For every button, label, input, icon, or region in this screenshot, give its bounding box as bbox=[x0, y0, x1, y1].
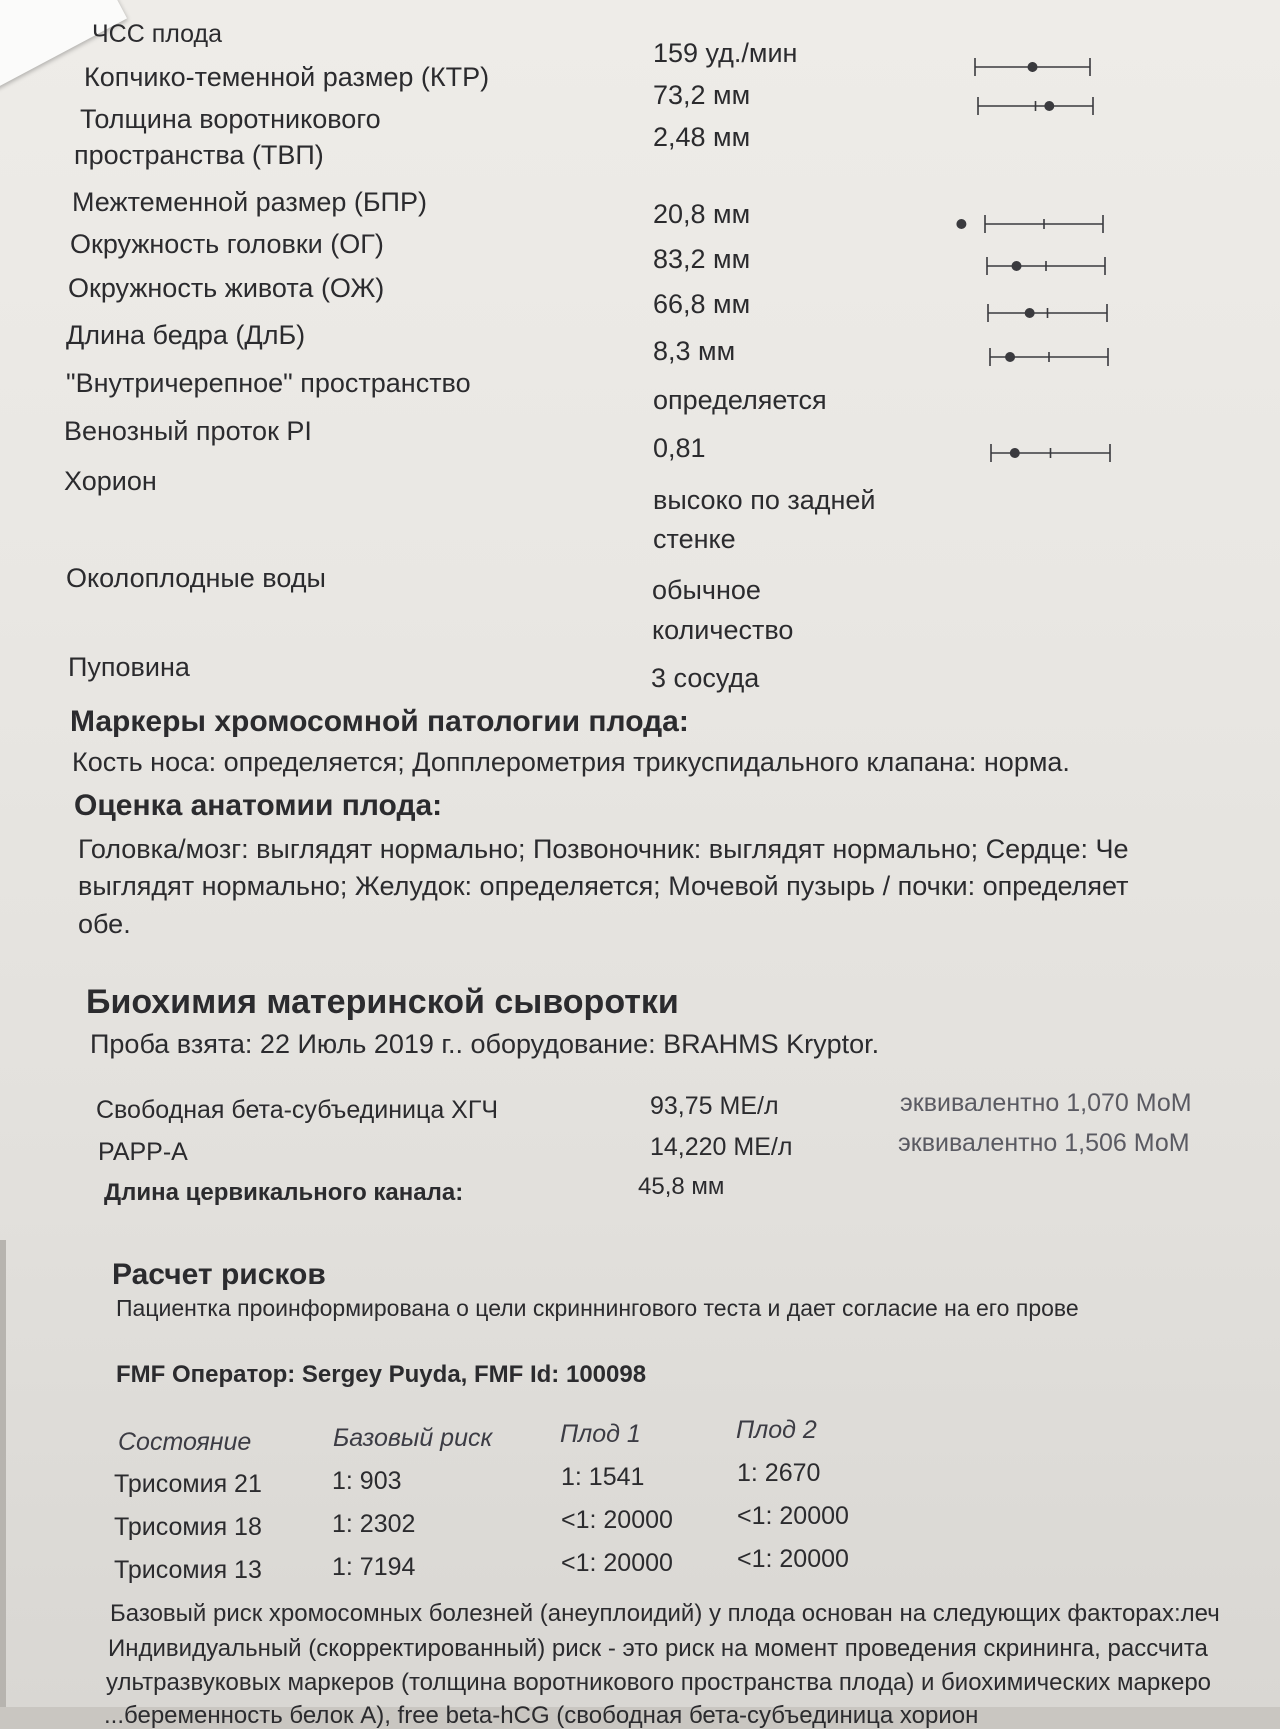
range-whisker bbox=[987, 257, 1105, 275]
measurement-value: 0,81 bbox=[653, 433, 706, 463]
risk-cell: 1: 2670 bbox=[737, 1459, 821, 1487]
cervix-label: Длина цервикального канала: bbox=[104, 1179, 464, 1206]
measurement-dot bbox=[1044, 101, 1054, 111]
risk-cell: 1: 903 bbox=[332, 1467, 402, 1495]
measurement-label: Толщина воротникового bbox=[80, 104, 381, 134]
range-whisker bbox=[990, 348, 1108, 366]
risk-table-header: Состояние bbox=[118, 1428, 252, 1456]
section-heading-markers: Маркеры хромосомной патологии плода: bbox=[70, 705, 689, 738]
risk-cell: Трисомия 13 bbox=[114, 1556, 262, 1584]
measurement-value: 20,8 мм bbox=[653, 199, 751, 229]
biochem-value: 93,75 МЕ/л bbox=[650, 1092, 779, 1120]
measurement-label: Копчико-теменной размер (КТР) bbox=[84, 62, 490, 92]
range-whisker bbox=[988, 304, 1107, 322]
risk-cell: <1: 20000 bbox=[561, 1549, 673, 1577]
measurement-dot bbox=[956, 219, 966, 229]
risk-table-header: Плод 1 bbox=[560, 1420, 641, 1448]
risk-cell: Трисомия 21 bbox=[114, 1470, 262, 1498]
measurement-value: 2,48 мм bbox=[653, 122, 751, 152]
measurement-label: Хорион bbox=[64, 466, 157, 496]
range-whisker bbox=[978, 97, 1093, 115]
measurement-dot bbox=[1005, 352, 1015, 362]
paper-edge-shadow bbox=[0, 1240, 6, 1707]
biochem-label: PAPP-A bbox=[98, 1138, 188, 1166]
measurement-value: обычное bbox=[652, 575, 761, 605]
markers-text: Кость носа: определяется; Допплерометрия трикуспидального клапана: норма. bbox=[72, 747, 1070, 777]
footer-line: ...беременность белок А), free beta-hCG (свободная бета-субъединица хорион bbox=[104, 1702, 979, 1729]
measurement-value: 73,2 мм bbox=[653, 80, 751, 110]
measurement-dot bbox=[1012, 261, 1022, 271]
cervix-value: 45,8 мм bbox=[638, 1173, 725, 1200]
measurement-label: ЧСС плода bbox=[92, 20, 222, 48]
biochem-label: Свободная бета-субъединица ХГЧ bbox=[96, 1096, 499, 1124]
measurement-label: Околоплодные воды bbox=[66, 563, 326, 593]
range-whisker bbox=[991, 444, 1110, 462]
risk-cell: Трисомия 18 bbox=[114, 1513, 262, 1541]
biochem-sample: Проба взята: 22 Июль 2019 г.. оборудование: BRAHMS Kryptor. bbox=[90, 1029, 880, 1059]
measurement-dot bbox=[1028, 62, 1038, 72]
section-heading-anatomy: Оценка анатомии плода: bbox=[74, 789, 443, 822]
measurement-dot bbox=[1010, 448, 1020, 458]
risk-cell: <1: 20000 bbox=[737, 1545, 849, 1573]
measurement-value: определяется bbox=[653, 385, 827, 415]
anatomy-line: Головка/мозг: выглядят нормально; Позвоночник: выглядят нормально; Сердце: Че bbox=[78, 834, 1129, 864]
range-whisker bbox=[956, 215, 1103, 233]
anatomy-line: выглядят нормально; Желудок: определяется; Мочевой пузырь / почки: определяет bbox=[78, 871, 1129, 901]
measurement-dot bbox=[1025, 308, 1035, 318]
risk-cell: 1: 2302 bbox=[332, 1510, 416, 1538]
measurement-label: Окружность головки (ОГ) bbox=[70, 229, 384, 259]
measurement-label: Пуповина bbox=[68, 652, 190, 682]
fmf-operator: FMF Оператор: Sergey Puyda, FMF Id: 100098 bbox=[116, 1361, 647, 1388]
footer-line: ультразвуковых маркеров (толщина воротникового пространства плода) и биохимических маркеро bbox=[106, 1669, 1212, 1696]
risk-cell: <1: 20000 bbox=[561, 1506, 673, 1534]
measurement-label: "Внутричерепное" пространство bbox=[66, 368, 471, 398]
footer-line: Индивидуальный (скорректированный) риск - это риск на момент проведения скрининга, рассчита bbox=[108, 1635, 1208, 1662]
measurement-value-line2: стенке bbox=[653, 524, 736, 554]
risk-cell: <1: 20000 bbox=[737, 1502, 849, 1530]
risk-cell: 1: 1541 bbox=[561, 1463, 645, 1491]
risk-table-header: Плод 2 bbox=[736, 1416, 817, 1444]
measurement-value: 3 сосуда bbox=[651, 663, 760, 693]
biochem-mom: эквивалентно 1,070 МоМ bbox=[900, 1089, 1192, 1117]
section-heading-risks: Расчет рисков bbox=[112, 1258, 326, 1291]
section-heading-biochem: Биохимия материнской сыворотки bbox=[86, 983, 679, 1021]
range-whisker bbox=[975, 58, 1090, 76]
measurement-value-line2: количество bbox=[652, 615, 794, 645]
measurement-label: Длина бедра (ДлБ) bbox=[66, 320, 306, 350]
measurement-value: 83,2 мм bbox=[653, 244, 751, 274]
risks-consent: Пациентка проинформирована о цели скриннингового теста и дает согласие на его прове bbox=[116, 1295, 1079, 1321]
measurement-label: Межтеменной размер (БПР) bbox=[72, 187, 427, 217]
measurement-value: высоко по задней bbox=[653, 485, 876, 515]
risk-cell: 1: 7194 bbox=[332, 1553, 416, 1581]
anatomy-line: обе. bbox=[78, 909, 131, 939]
footer-line: Базовый риск хромосомных болезней (анеуплоидий) у плода основан на следующих факторах:леч bbox=[110, 1600, 1220, 1627]
measurement-label: Венозный проток PI bbox=[64, 416, 312, 446]
measurement-label-line2: пространства (ТВП) bbox=[74, 140, 324, 170]
biochem-mom: эквивалентно 1,506 МоМ bbox=[898, 1129, 1190, 1157]
measurement-value: 159 уд./мин bbox=[653, 38, 798, 68]
measurement-label: Окружность живота (ОЖ) bbox=[68, 273, 385, 303]
risk-table-header: Базовый риск bbox=[333, 1424, 493, 1452]
measurement-value: 66,8 мм bbox=[653, 289, 751, 319]
biochem-value: 14,220 МЕ/л bbox=[650, 1133, 793, 1161]
measurement-value: 8,3 мм bbox=[653, 336, 736, 366]
